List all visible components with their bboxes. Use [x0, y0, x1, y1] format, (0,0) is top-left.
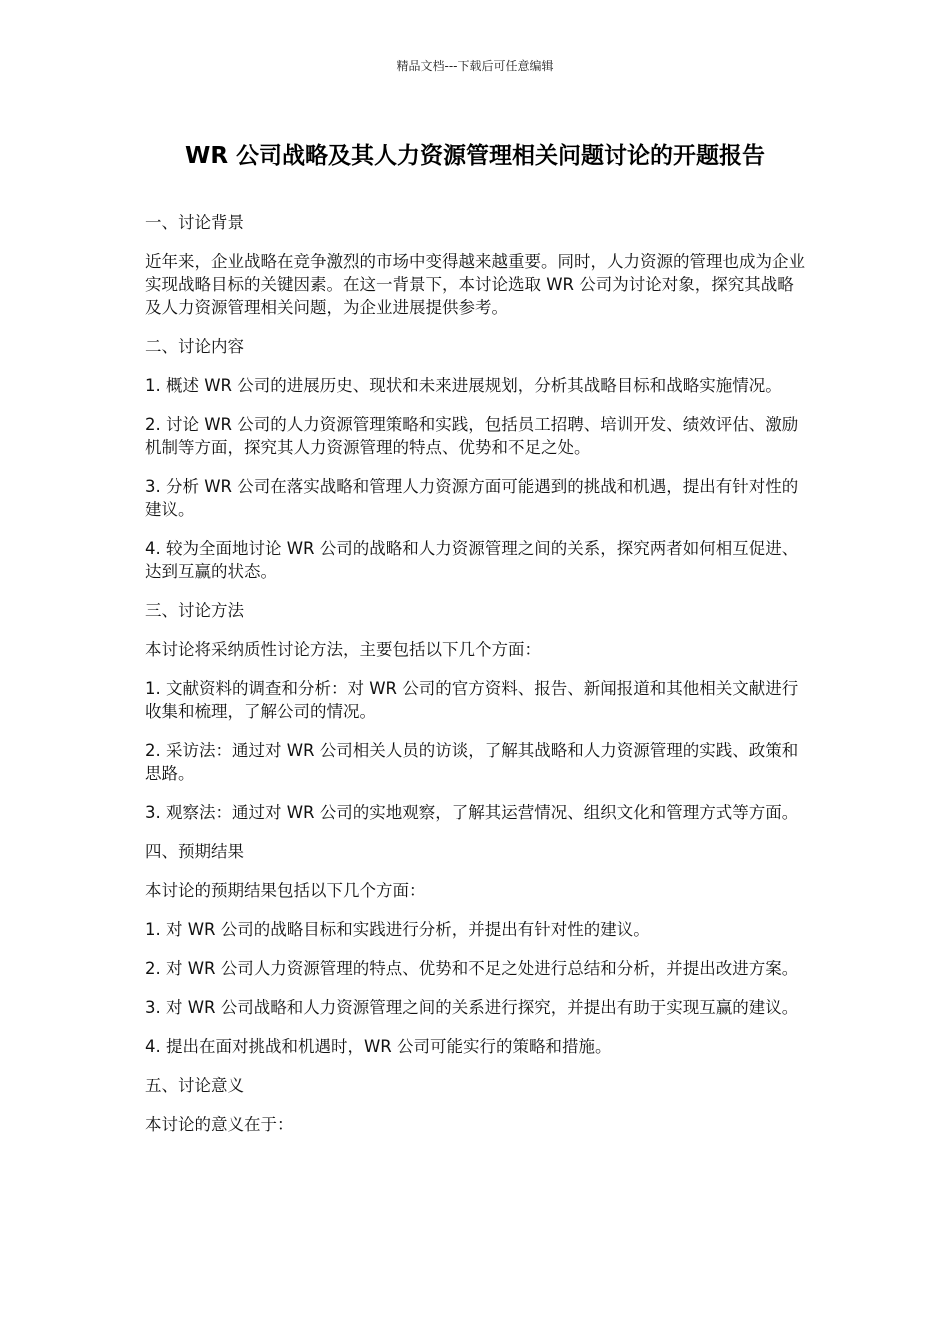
document-body — [145, 211, 810, 1152]
list-item: 1. 文献资料的调查和分析：对 WR 公司的官方资料、报告、新闻报道和其他相关文献进行收集和梳理，了解公司的情况。 — [145, 679, 799, 721]
list-item: 3. 观察法：通过对 WR 公司的实地观察，了解其运营情况、组织文化和管理方式等方面。 — [145, 803, 799, 822]
list-item: 3. 对 WR 公司战略和人力资源管理之间的关系进行探究，并提出有助于实现互赢的建议。 — [145, 998, 799, 1017]
section-heading: 三、讨论方法 — [145, 601, 244, 620]
list-item: 4. 较为全面地讨论 WR 公司的战略和人力资源管理之间的关系，探究两者如何相互促进、达到互赢的状态。 — [145, 539, 799, 581]
list-item: 2. 采访法：通过对 WR 公司相关人员的访谈，了解其战略和人力资源管理的实践、政策和思路。 — [145, 741, 799, 783]
section-heading: 二、讨论内容 — [145, 337, 244, 356]
list-item: 1. 对 WR 公司的战略目标和实践进行分析，并提出有针对性的建议。 — [145, 920, 650, 939]
section-heading: 四、预期结果 — [145, 842, 244, 861]
paragraph: 近年来，企业战略在竞争激烈的市场中变得越来越重要。同时，人力资源的管理也成为企业实现战略目标的关键因素。在这一背景下，本讨论选取 WR 公司为讨论对象，探究其战略及人力资源管理相关问题，为企业进展提供参考。 — [145, 252, 805, 317]
paragraph: 本讨论将采纳质性讨论方法，主要包括以下几个方面： — [145, 640, 541, 659]
list-item: 4. 提出在面对挑战和机遇时，WR 公司可能实行的策略和措施。 — [145, 1037, 612, 1056]
header-note: 精品文档---下载后可任意编辑 — [396, 59, 554, 73]
paragraph: 本讨论的意义在于： — [145, 1115, 294, 1134]
list-item: 2. 讨论 WR 公司的人力资源管理策略和实践，包括员工招聘、培训开发、绩效评估、激励机制等方面，探究其人力资源管理的特点、优势和不足之处。 — [145, 415, 799, 457]
list-item: 1. 概述 WR 公司的进展历史、现状和未来进展规划，分析其战略目标和战略实施情况。 — [145, 376, 782, 395]
document-title: WR 公司战略及其人力资源管理相关问题讨论的开题报告 — [184, 143, 766, 169]
list-item: 2. 对 WR 公司人力资源管理的特点、优势和不足之处进行总结和分析，并提出改进方案。 — [145, 959, 799, 978]
paragraph: 本讨论的预期结果包括以下几个方面： — [145, 881, 426, 900]
list-item: 3. 分析 WR 公司在落实战略和管理人力资源方面可能遇到的挑战和机遇，提出有针对性的建议。 — [145, 477, 799, 519]
section-heading: 一、讨论背景 — [145, 213, 244, 232]
section-heading: 五、讨论意义 — [145, 1076, 244, 1095]
